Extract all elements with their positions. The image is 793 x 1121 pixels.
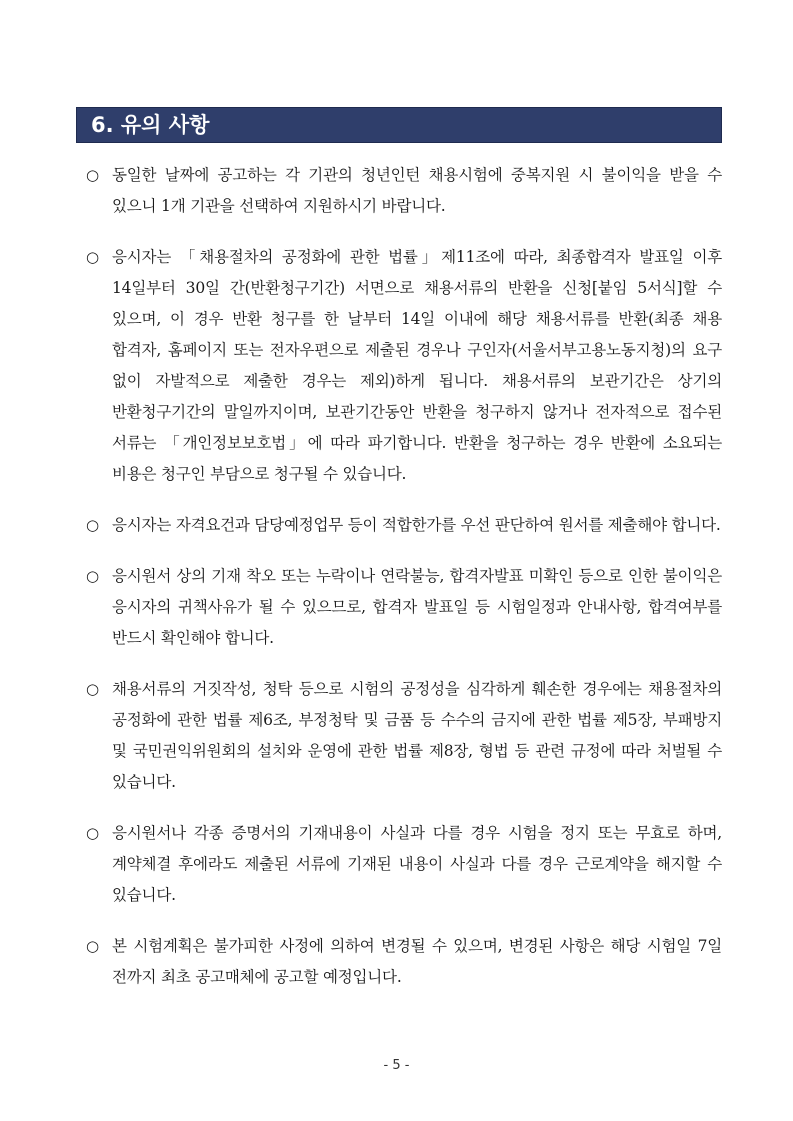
bullet-icon: ○: [86, 680, 100, 698]
bullet-icon: ○: [86, 248, 100, 266]
bullet-icon: ○: [86, 166, 100, 184]
note-item: [86, 818, 722, 911]
note-text: 채용서류의 거짓작성, 청탁 등으로 시험의 공정성을 심각하게 훼손한 경우에는 채용절차의 공정화에 관한 법률 제6조, 부정청탁 및 금품 등 수수의 금지에 관한 법률 제5장, 부패방지 및 국민권익위원회의 설치와 운영에 관한 법률 제8장, 형법 등 관련 규정에 따라 처벌될 수 있습니다.: [112, 680, 722, 791]
note-text: 동일한 날짜에 공고하는 각 기관의 청년인턴 채용시험에 중복지원 시 불이익을 받을 수 있으니 1개 기관을 선택하여 지원하시기 바랍니다.: [112, 166, 722, 215]
bullet-icon: ○: [86, 824, 100, 842]
note-item: [86, 160, 722, 222]
notes-list: [86, 160, 722, 1013]
note-item: [86, 561, 722, 654]
page-number: - 5 -: [383, 1058, 410, 1073]
section-title: 6. 유의 사항: [76, 107, 722, 143]
note-text: 응시자는 자격요건과 담당예정업무 등이 적합한가를 우선 판단하여 원서를 제출해야 합니다.: [112, 516, 721, 534]
bullet-icon: ○: [86, 567, 100, 585]
note-text: 응시원서 상의 기재 착오 또는 누락이나 연락불능, 합격자발표 미확인 등으로 인한 불이익은 응시자의 귀책사유가 될 수 있으므로, 합격자 발표일 등 시험일정과 안내사항, 합격여부를 반드시 확인해야 합니다.: [112, 567, 722, 647]
note-item: [86, 242, 722, 490]
bullet-icon: ○: [86, 937, 100, 955]
note-item: [86, 674, 722, 798]
note-item: [86, 931, 722, 993]
note-text: 본 시험계획은 불가피한 사정에 의하여 변경될 수 있으며, 변경된 사항은 해당 시험일 7일 전까지 최초 공고매체에 공고할 예정입니다.: [112, 937, 722, 986]
note-item: [86, 510, 722, 541]
note-text: 응시자는 「채용절차의 공정화에 관한 법률」제11조에 따라, 최종합격자 발표일 이후 14일부터 30일 간(반환청구기간) 서면으로 채용서류의 반환을 신청[붙임 5서식]할 수 있으며, 이 경우 반환 청구를 한 날부터 14일 이내에 해당 채용서류를 반환(최종 채용 합격자, 홈페이지 또는 전자우편으로 제출된 경우나 구인자(서울서부고용노동지청)의 요구 없이 자발적으로 제출한 경우는 제외)하게 됩니다. 채용서류의 보관기간은 상기의 반환청구기간의 말일까지이며, 보관기간동안 반환을 청구하지 않거나 전자적으로 접수된 서류는 「개인정보보호법」에 따라 파기합니다. 반환을 청구하는 경우 반환에 소요되는 비용은 청구인 부담으로 청구될 수 있습니다.: [112, 248, 722, 483]
bullet-icon: ○: [86, 516, 100, 534]
note-text: 응시원서나 각종 증명서의 기재내용이 사실과 다를 경우 시험을 정지 또는 무효로 하며, 계약체결 후에라도 제출된 서류에 기재된 내용이 사실과 다를 경우 근로계약을 해지할 수 있습니다.: [112, 824, 722, 904]
